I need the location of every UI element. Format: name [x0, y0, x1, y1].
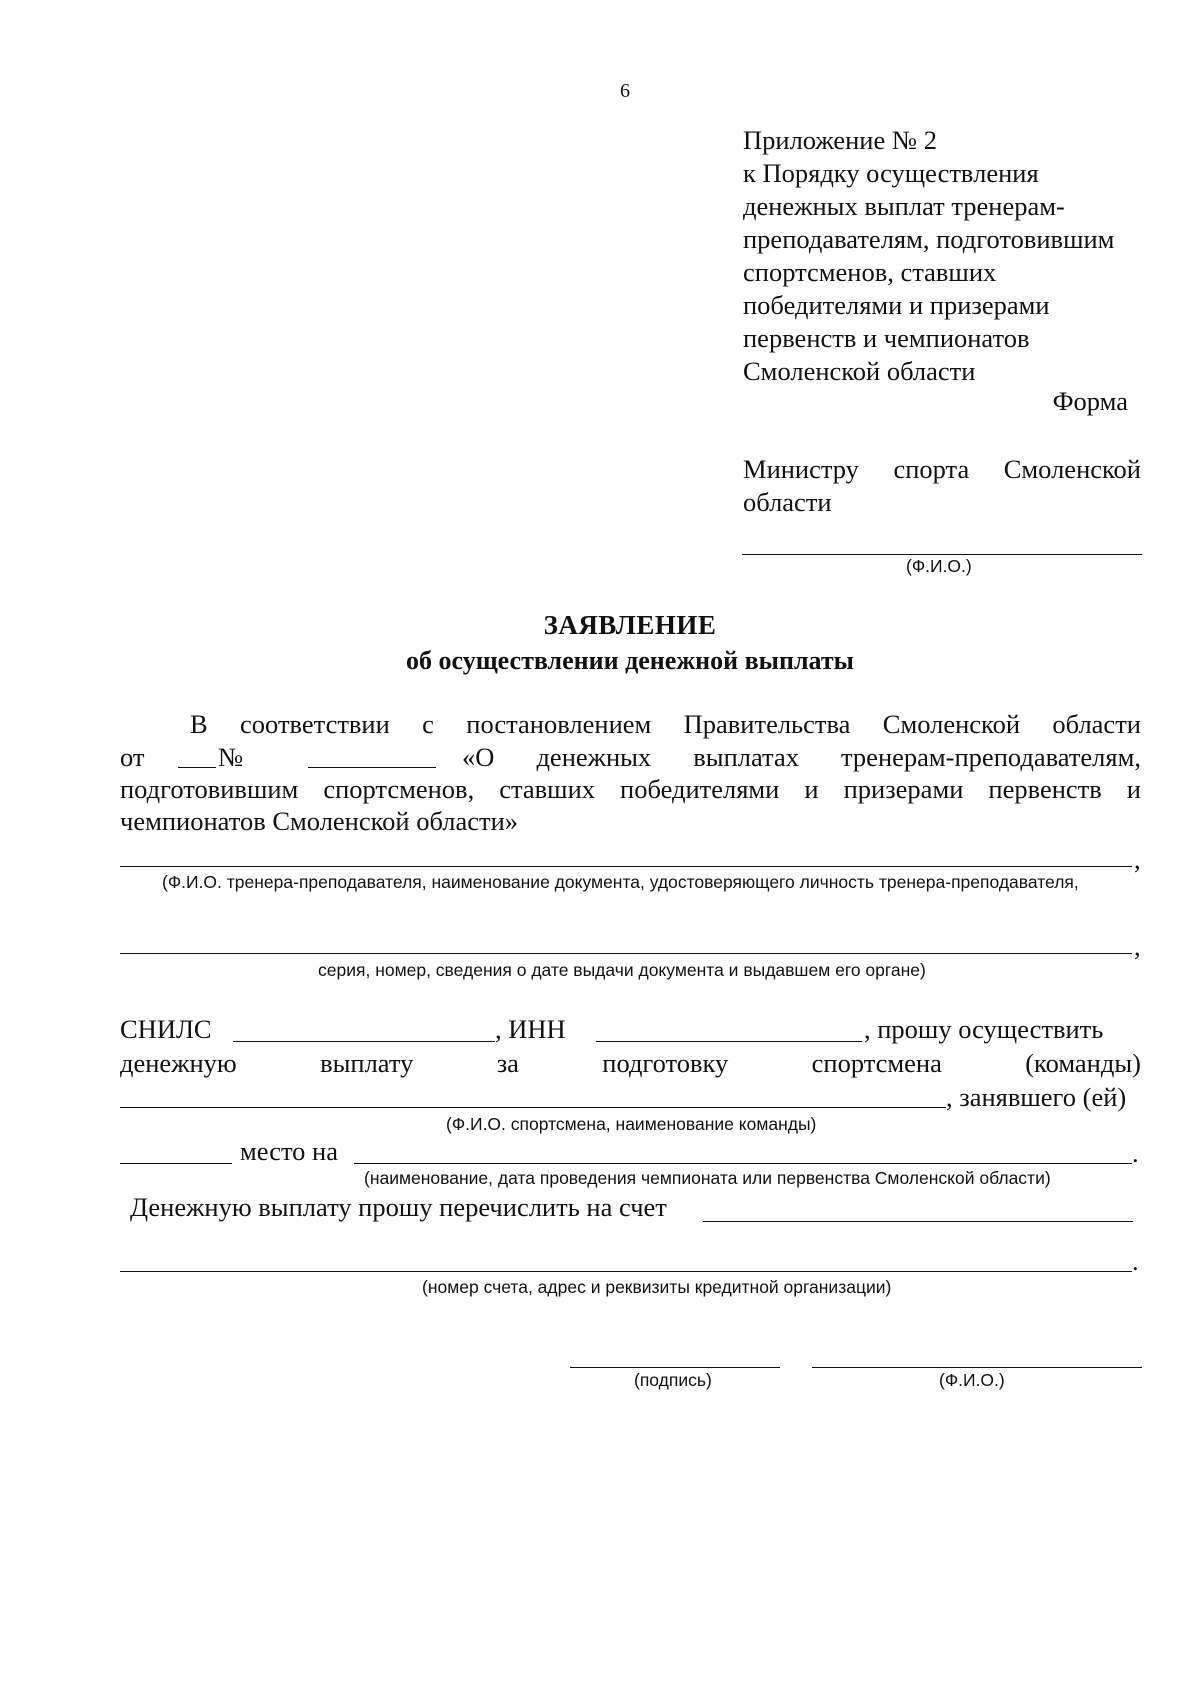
- appendix-line: победителями и призерами: [743, 290, 1050, 320]
- word: выплату: [320, 1048, 414, 1078]
- account-caption: (номер счета, адрес и реквизиты кредитной организации): [422, 1277, 892, 1297]
- athlete-caption: (Ф.И.О. спортсмена, наименование команды): [446, 1114, 817, 1134]
- word: и: [1126, 774, 1141, 804]
- decree-date-blank[interactable]: [178, 767, 216, 768]
- place-field[interactable]: [120, 1163, 232, 1164]
- word: В: [190, 709, 208, 739]
- word: ставших: [499, 774, 595, 804]
- recipient-line: области: [743, 487, 832, 517]
- word: спортсмена: [811, 1048, 942, 1078]
- paragraph-line: [120, 772, 1141, 806]
- form-label: Форма: [1052, 386, 1128, 416]
- word: соответствии: [240, 709, 390, 739]
- championship-caption: (наименование, дата проведения чемпионата или первенства Смоленской области): [364, 1168, 1051, 1188]
- comma: ,: [1134, 931, 1141, 961]
- signature-fio-caption: (Ф.И.О.): [939, 1370, 1005, 1390]
- period: .: [1132, 1246, 1139, 1276]
- trainer-info-line-1[interactable]: [120, 866, 1132, 867]
- account-text: Денежную выплату прошу перечислить на счет: [130, 1192, 667, 1222]
- appendix-header: [743, 124, 1143, 388]
- recipient-line: [743, 453, 1141, 486]
- word: и: [804, 774, 819, 804]
- document-subtitle: об осуществлении денежной выплаты: [406, 646, 854, 675]
- inn-field[interactable]: [596, 1041, 862, 1042]
- signature-fio-field[interactable]: [812, 1367, 1142, 1368]
- snils-label: СНИЛС: [120, 1014, 212, 1044]
- recipient-word: спорта: [893, 454, 970, 484]
- paragraph-line: [120, 1046, 1141, 1080]
- word: победителями: [620, 774, 780, 804]
- request-text: , прошу осуществить: [864, 1014, 1104, 1044]
- trainer-doc-caption-1: (Ф.И.О. тренера-преподавателя, наименование документа, удостоверяющего личность тренера-преподавателя,: [162, 872, 1079, 892]
- account-field[interactable]: [703, 1221, 1133, 1222]
- recipient-word: Министру: [743, 454, 859, 484]
- word: тренерам-преподавателям,: [841, 742, 1141, 772]
- comma: ,: [1134, 844, 1141, 874]
- word: спортсменов,: [323, 774, 475, 804]
- appendix-line: первенств и чемпионатов: [743, 323, 1030, 353]
- recipient-block: [743, 453, 1141, 519]
- paragraph-line: чемпионатов Смоленской области»: [120, 806, 519, 836]
- championship-field[interactable]: [354, 1163, 1132, 1164]
- inn-label: , ИНН: [495, 1014, 566, 1044]
- ot-label: от: [120, 742, 145, 772]
- number-sign: №: [218, 742, 244, 772]
- word: за: [496, 1048, 519, 1078]
- signature-caption: (подпись): [634, 1370, 712, 1390]
- word: призерами: [843, 774, 964, 804]
- word: денежную: [120, 1048, 237, 1078]
- word: «О: [462, 742, 495, 772]
- word: с: [422, 709, 434, 739]
- snils-field[interactable]: [233, 1041, 495, 1042]
- word: выплатах: [693, 742, 799, 772]
- paragraph-line: [462, 740, 1141, 774]
- recipient-fio-caption: (Ф.И.О.): [906, 556, 972, 576]
- page-number: 6: [620, 80, 630, 102]
- appendix-line: Приложение № 2: [743, 125, 938, 155]
- appendix-line: преподавателям, подготовившим: [743, 224, 1115, 254]
- appendix-line: денежных выплат тренерам-: [743, 191, 1065, 221]
- word: области: [1052, 709, 1141, 739]
- decree-number-blank[interactable]: [308, 767, 436, 768]
- word: денежных: [536, 742, 652, 772]
- period: .: [1132, 1138, 1139, 1168]
- word: первенств: [988, 774, 1102, 804]
- trainer-info-line-2[interactable]: [120, 953, 1132, 954]
- recipient-word: Смоленской: [1003, 454, 1141, 484]
- word: подготовку: [602, 1048, 729, 1078]
- appendix-line: к Порядку осуществления: [743, 158, 1039, 188]
- appendix-line: Смоленской области: [743, 356, 976, 386]
- trainer-doc-caption-2: серия, номер, сведения о дате выдачи документа и выдавшем его органе): [318, 960, 926, 980]
- document-title: ЗАЯВЛЕНИЕ: [543, 610, 717, 640]
- word: (команды): [1025, 1048, 1141, 1078]
- word: подготовившим: [120, 774, 299, 804]
- word: Смоленской: [882, 709, 1021, 739]
- signature-field[interactable]: [570, 1367, 780, 1368]
- appendix-line: спортсменов, ставших: [743, 257, 997, 287]
- athlete-field[interactable]: [120, 1107, 946, 1108]
- occupied-text: , занявшего (ей): [946, 1082, 1127, 1112]
- recipient-fio-line[interactable]: [742, 554, 1142, 555]
- word: Правительства: [683, 709, 851, 739]
- word: постановлением: [466, 709, 652, 739]
- paragraph-line: [190, 707, 1141, 741]
- bank-details-field[interactable]: [120, 1271, 1132, 1272]
- place-text: место на: [240, 1136, 339, 1166]
